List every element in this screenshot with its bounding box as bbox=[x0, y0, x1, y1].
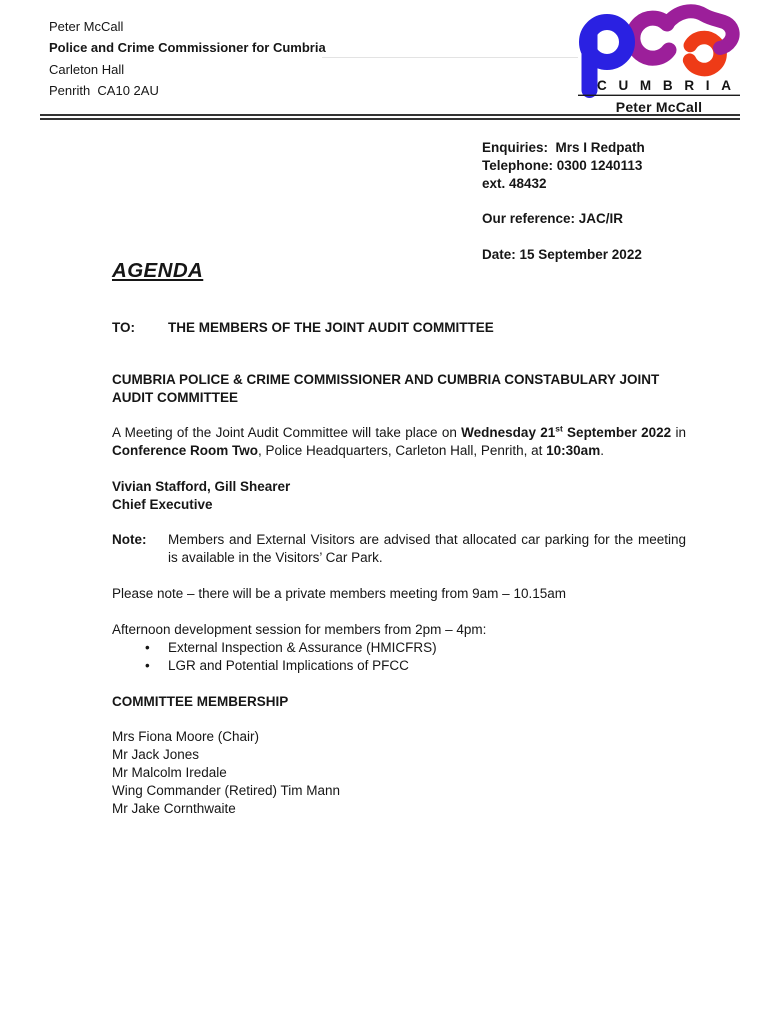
logo-letter-c1-purple-icon bbox=[633, 18, 669, 58]
sender-name: Peter McCall bbox=[49, 19, 124, 34]
logo-letter-c2-orange-icon bbox=[690, 38, 721, 70]
logo-region-text: CUMBRIA bbox=[597, 78, 731, 93]
header-double-rule bbox=[40, 114, 740, 120]
signatory-names: Vivian Stafford, Gill Shearer bbox=[112, 479, 291, 494]
faint-divider-line bbox=[322, 57, 578, 58]
to-value: THE MEMBERS OF THE JOINT AUDIT COMMITTEE bbox=[168, 320, 494, 335]
bullet-item bbox=[112, 639, 686, 657]
bullet-item-text: External Inspection & Assurance (HMICFRS) bbox=[168, 640, 437, 655]
extension-line: ext. 48432 bbox=[482, 175, 547, 191]
member-name: Mr Jack Jones bbox=[112, 747, 200, 762]
member-name: Mr Malcolm Iredale bbox=[112, 765, 227, 780]
member-name: Mrs Fiona Moore (Chair) bbox=[112, 729, 260, 744]
bullet-item-text: LGR and Potential Implications of PFCC bbox=[168, 658, 409, 673]
signatory-title: Chief Executive bbox=[112, 497, 213, 512]
to-label: TO: bbox=[112, 320, 135, 335]
afternoon-session-intro: Afternoon development session for members from 2pm – 4pm: bbox=[112, 622, 487, 637]
private-meeting-line: Please note – there will be a private members meeting from 9am – 10.15am bbox=[112, 586, 566, 601]
committee-heading: CUMBRIA POLICE & CRIME COMMISSIONER AND CUMBRIA CONSTABULARY JOINT AUDIT COMMITTEE bbox=[112, 372, 660, 405]
to-line bbox=[112, 319, 686, 337]
sender-address-block bbox=[49, 16, 326, 102]
meeting-paragraph: A Meeting of the Joint Audit Committee will take place on Wednesday 21st September 2022 in Conference Room Two, Police Headquarters, Carleton Hall, Penrith, at 10:30am. bbox=[112, 423, 687, 458]
date-line: Date: 15 September 2022 bbox=[482, 246, 642, 262]
member-name: Mr Jake Cornthwaite bbox=[112, 801, 236, 816]
membership-list bbox=[112, 728, 686, 818]
telephone-line: Telephone: 0300 1240113 bbox=[482, 157, 643, 173]
sender-org: Police and Crime Commissioner for Cumbria bbox=[49, 40, 326, 56]
bullet-icon: • bbox=[145, 640, 150, 655]
letter-body bbox=[112, 259, 687, 818]
page-title: AGENDA bbox=[112, 259, 204, 282]
logo-divider-line bbox=[578, 95, 740, 96]
member-name: Wing Commander (Retired) Tim Mann bbox=[112, 783, 341, 798]
bullet-item bbox=[112, 657, 686, 675]
letter-meta-block bbox=[482, 139, 645, 264]
sender-address-line1: Carleton Hall bbox=[49, 61, 125, 77]
membership-heading: COMMITTEE MEMBERSHIP bbox=[112, 694, 289, 709]
signatories-block bbox=[112, 478, 686, 514]
sender-address-line2: Penrith CA10 2AU bbox=[49, 83, 159, 99]
pcc-cumbria-logo bbox=[578, 6, 740, 115]
logo-letter-p-bowl-icon bbox=[587, 22, 627, 62]
pcc-logo-icon bbox=[578, 6, 740, 98]
note-paragraph bbox=[112, 531, 686, 567]
note-text: Members and External Visitors are advised that allocated car parking for the meeting is available in the Visitors’ Car Park. bbox=[168, 532, 686, 565]
note-label: Note: bbox=[112, 532, 147, 547]
reference-line: Our reference: JAC/IR bbox=[482, 211, 624, 227]
bullet-icon: • bbox=[145, 658, 150, 673]
enquiries-line: Enquiries: Mrs I Redpath bbox=[482, 140, 645, 155]
logo-person-name: Peter McCall bbox=[615, 99, 703, 115]
spacer bbox=[112, 282, 686, 319]
